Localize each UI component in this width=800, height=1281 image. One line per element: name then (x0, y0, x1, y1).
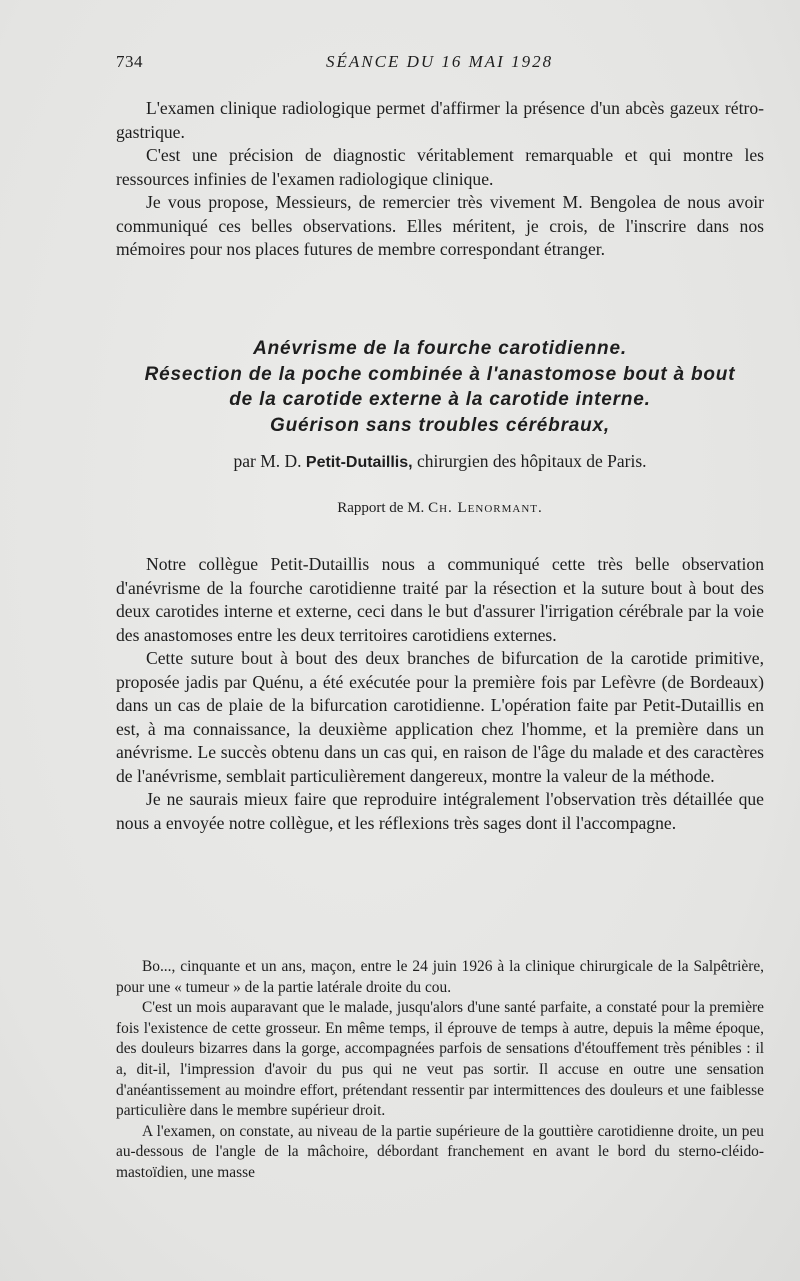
report-paragraph: Je ne saurais mieux faire que reproduire intégralement l'observation très détaillée que nous a envoyée notre collègue, et les réflexions très sages dont il l'accompagne. (116, 789, 764, 833)
intro-paragraph: Je vous propose, Messieurs, de remercier très vivement M. Bengolea de nous avoir communiqué ces belles observations. Elles méritent, je crois, de l'inscrire dans nos mémoires pour nos places futures de membre correspondant étranger. (116, 192, 764, 259)
page-number: 734 (116, 52, 143, 71)
observation-paragraph: C'est un mois auparavant que le malade, jusqu'alors d'une santé parfaite, a constaté pour la première fois l'existence de cette grosseur. En même temps, il éprouve de temps à autre, depuis la même époque, des douleurs bizarres dans la gorge, accompagnées parfois de sensations d'étouffement très pénibles : il a, dit-il, l'impression d'avoir du pus qui ne veut pas sortir. Il accuse en outre une sensation d'anéantissement au moindre effort, prétendant ressentir par intermittences des douleurs et une faiblesse particulière dans le membre supérieur droit. (116, 999, 764, 1120)
rapport-name: Ch. Lenormant. (428, 500, 543, 516)
observation-section (116, 957, 764, 1184)
observation-paragraph: A l'examen, on constate, au niveau de la partie supérieure de la gouttière carotidienne droite, un peu au-dessous de l'angle de la mâchoire, débordant franchement en avant le bord du sterno-cléido-mastoïdien, une masse (116, 1122, 764, 1181)
report-section (116, 553, 764, 835)
author-affiliation: chirurgien des hôpitaux de Paris. (416, 451, 647, 471)
running-head: SÉANCE DU 16 MAI 1928 (326, 52, 554, 71)
rapport-line (116, 500, 764, 517)
page-header (116, 52, 764, 76)
rapport-prefix: Rapport de M. (337, 500, 425, 516)
title-line: de la carotide externe à la carotide interne. (229, 389, 651, 410)
observation-paragraph: Bo..., cinquante et un ans, maçon, entre le 24 juin 1926 à la clinique chirurgicale de la Salpêtrière, pour une « tumeur » de la partie latérale droite du cou. (116, 958, 764, 996)
intro-paragraph: C'est une précision de diagnostic véritablement remarquable et qui montre les ressources infinies de l'examen radiologique clinique. (116, 145, 764, 189)
title-line: Anévrisme de la fourche carotidienne. (253, 338, 627, 359)
author-name: Petit-Dutaillis, (305, 454, 413, 471)
report-paragraph: Notre collègue Petit-Dutaillis nous a communiqué cette très belle observation d'anévrisme de la fourche carotidienne traité par la résection et la suture bout à bout des deux carotides interne et externe, ceci dans le but d'assurer l'irrigation cérébrale par la voie des anastomoses entre les deux territoires carotidiens externes. (116, 554, 764, 645)
title-line: Guérison sans troubles cérébraux, (269, 414, 610, 436)
author-line (116, 451, 764, 472)
intro-section (116, 97, 764, 262)
article-title (116, 336, 764, 438)
title-line: Résection de la poche combinée à l'anastomose bout à bout (144, 363, 736, 385)
author-prefix: par M. D. (233, 451, 302, 471)
intro-paragraph: L'examen clinique radiologique permet d'affirmer la présence d'un abcès gazeux rétro-gastrique. (116, 98, 764, 142)
report-paragraph: Cette suture bout à bout des deux branches de bifurcation de la carotide primitive, proposée jadis par Quénu, a été exécutée pour la première fois par Lefèvre (de Bordeaux) dans un cas de plaie de la bifurcation carotidienne. L'opération faite par Petit-Dutaillis en est, à ma connaissance, la deuxième application chez l'homme, et la première dans un anévrisme. Le succès obtenu dans un cas qui, en raison de l'âge du malade et des caractères de l'anévrisme, semblait particulièrement dangereux, montre la valeur de la méthode. (116, 648, 764, 786)
